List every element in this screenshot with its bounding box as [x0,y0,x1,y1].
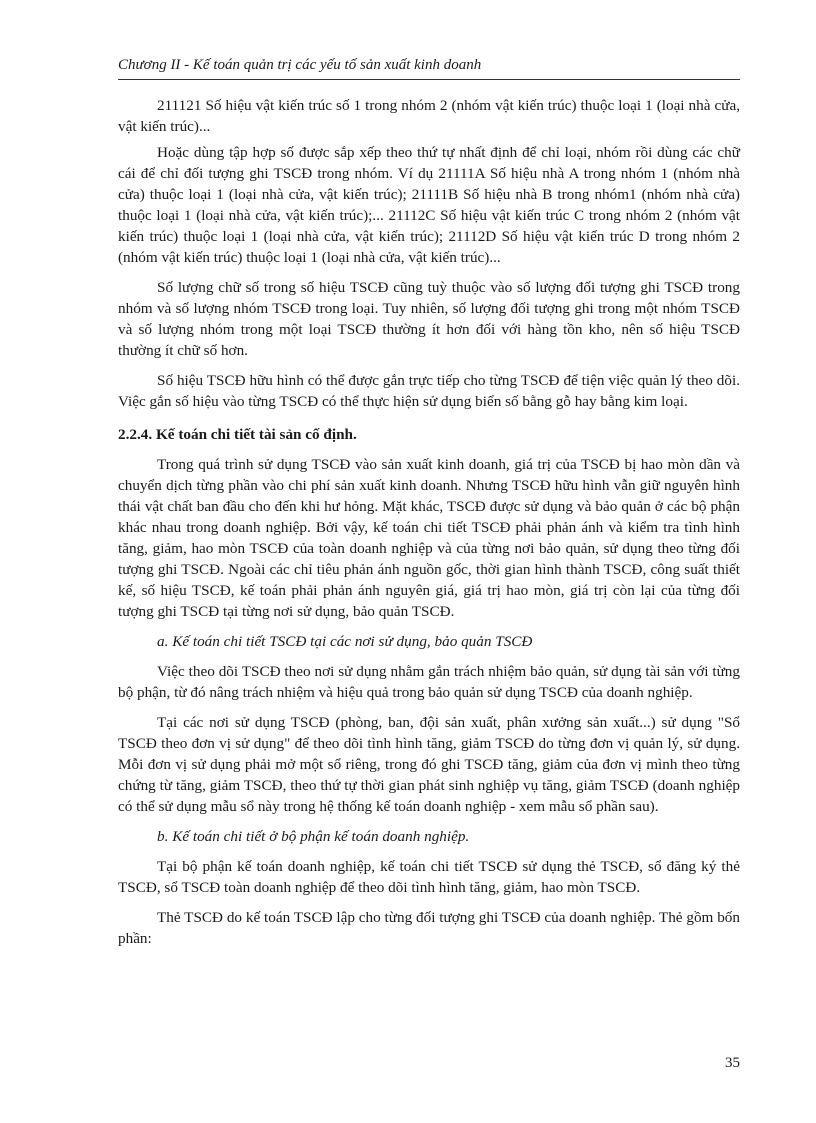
subsection-heading-b: b. Kế toán chi tiết ở bộ phận kế toán doanh nghiệp. [157,828,470,845]
section-heading: 2.2.4. Kế toán chi tiết tài sản cố định. [118,426,357,443]
paragraph: Tại các nơi sử dụng TSCĐ (phòng, ban, đội sản xuất, phân xưởng sản xuất...) sử dụng "Sổ TSCĐ theo đơn vị sử dụng" để theo dõi tình hình tăng, giảm TSCĐ do từng đơn vị quản lý, sử dụng. Mỗi đơn vị sử dụng phải mở một sổ riêng, trong đó ghi TSCĐ tăng, giảm của đơn vị mình theo từng chứng từ tăng, giảm TSCĐ, theo thứ tự thời gian phát sinh nghiệp vụ tăng, giảm TSCĐ (doanh nghiệp có thể sử dụng mẫu sổ này trong hệ thống kế toán doanh nghiệp - xem mẫu sổ phần sau). [118,714,740,815]
paragraph: Trong quá trình sử dụng TSCĐ vào sản xuất kinh doanh, giá trị của TSCĐ bị hao mòn dần và chuyển dịch từng phần vào chi phí sản xuất kinh doanh. Nhưng TSCĐ hữu hình vẫn giữ nguyên hình thái vật chất ban đầu cho đến khi hư hỏng. Mặt khác, TSCĐ được sử dụng và bảo quản ở các bộ phận khác nhau trong doanh nghiệp. Bởi vậy, kế toán chi tiết TSCĐ phải phản ánh và kiểm tra tình hình tăng, giảm, hao mòn TSCĐ của toàn doanh nghiệp và của từng nơi bảo quản, sử dụng theo từng đối tượng ghi TSCĐ. Ngoài các chỉ tiêu phản ánh nguồn gốc, thời gian hình thành TSCĐ, công suất thiết kế, số hiệu TSCĐ, kế toán phải phản ánh nguyên giá, giá trị hao mòn, giá trị còn lại của từng đối tượng ghi TSCĐ tại từng nơi sử dụng, bảo quản TSCĐ. [118,456,740,620]
subsection-heading-a: a. Kế toán chi tiết TSCĐ tại các nơi sử dụng, bảo quản TSCĐ [157,633,533,650]
paragraph: Hoặc dùng tập hợp số được sắp xếp theo thứ tự nhất định để chỉ loại, nhóm rồi dùng các chữ cái để chỉ đối tượng ghi TSCĐ trong nhóm. Ví dụ 21111A Số hiệu nhà A trong nhóm 1 (nhóm nhà cửa) thuộc loại 1 (loại nhà cửa, vật kiến trúc); 21111B Số hiệu nhà B trong nhóm1 (nhóm nhà cửa) thuộc loại 1 (loại nhà cửa, vật kiến trúc);... 21112C Số hiệu vật kiến trúc C trong nhóm 2 (nhóm vật kiến trúc) thuộc loại 1 (loại nhà cửa, vật kiến trúc); 21112D Số hiệu vật kiến trúc D trong nhóm 2 (nhóm vật kiến trúc) thuộc loại 1 (loại nhà cửa, vật kiến trúc)... [118,144,740,266]
paragraph: Tại bộ phận kế toán doanh nghiệp, kế toán chi tiết TSCĐ sử dụng thẻ TSCĐ, sổ đăng ký thẻ TSCĐ, sổ TSCĐ toàn doanh nghiệp để theo dõi tình hình tăng, giảm, hao mòn TSCĐ. [118,858,740,896]
paragraph: 211121 Số hiệu vật kiến trúc số 1 trong nhóm 2 (nhóm vật kiến trúc) thuộc loại 1 (loại nhà cửa, vật kiến trúc)... [118,97,740,135]
paragraph: Việc theo dõi TSCĐ theo nơi sử dụng nhằm gắn trách nhiệm bảo quản, sử dụng tài sản với từng bộ phận, từ đó nâng trách nhiệm và hiệu quả trong bảo quản sử dụng TSCĐ của doanh nghiệp. [118,663,740,701]
paragraph: Thẻ TSCĐ do kế toán TSCĐ lập cho từng đối tượng ghi TSCĐ của doanh nghiệp. Thẻ gồm bốn phần: [118,909,740,947]
page-number: 35 [725,1055,740,1071]
paragraph: Số lượng chữ số trong số hiệu TSCĐ cũng tuỳ thuộc vào số lượng đối tượng ghi TSCĐ trong nhóm và số lượng nhóm TSCĐ trong loại. Tuy nhiên, số lượng đối tượng ghi trong một nhóm TSCĐ và số lượng nhóm trong một loại TSCĐ thường ít hơn đối với hàng tồn kho, nên số hiệu TSCĐ thường ít chữ số hơn. [118,279,740,359]
running-header: Chương II - Kế toán quản trị các yếu tố sản xuất kinh doanh [118,55,740,80]
page-body [118,95,740,958]
paragraph: Số hiệu TSCĐ hữu hình có thể được gắn trực tiếp cho từng TSCĐ để tiện việc quản lý theo dõi. Việc gắn số hiệu vào từng TSCĐ có thể thực hiện sử dụng biển số bằng gỗ hay bằng kim loại. [118,372,740,410]
